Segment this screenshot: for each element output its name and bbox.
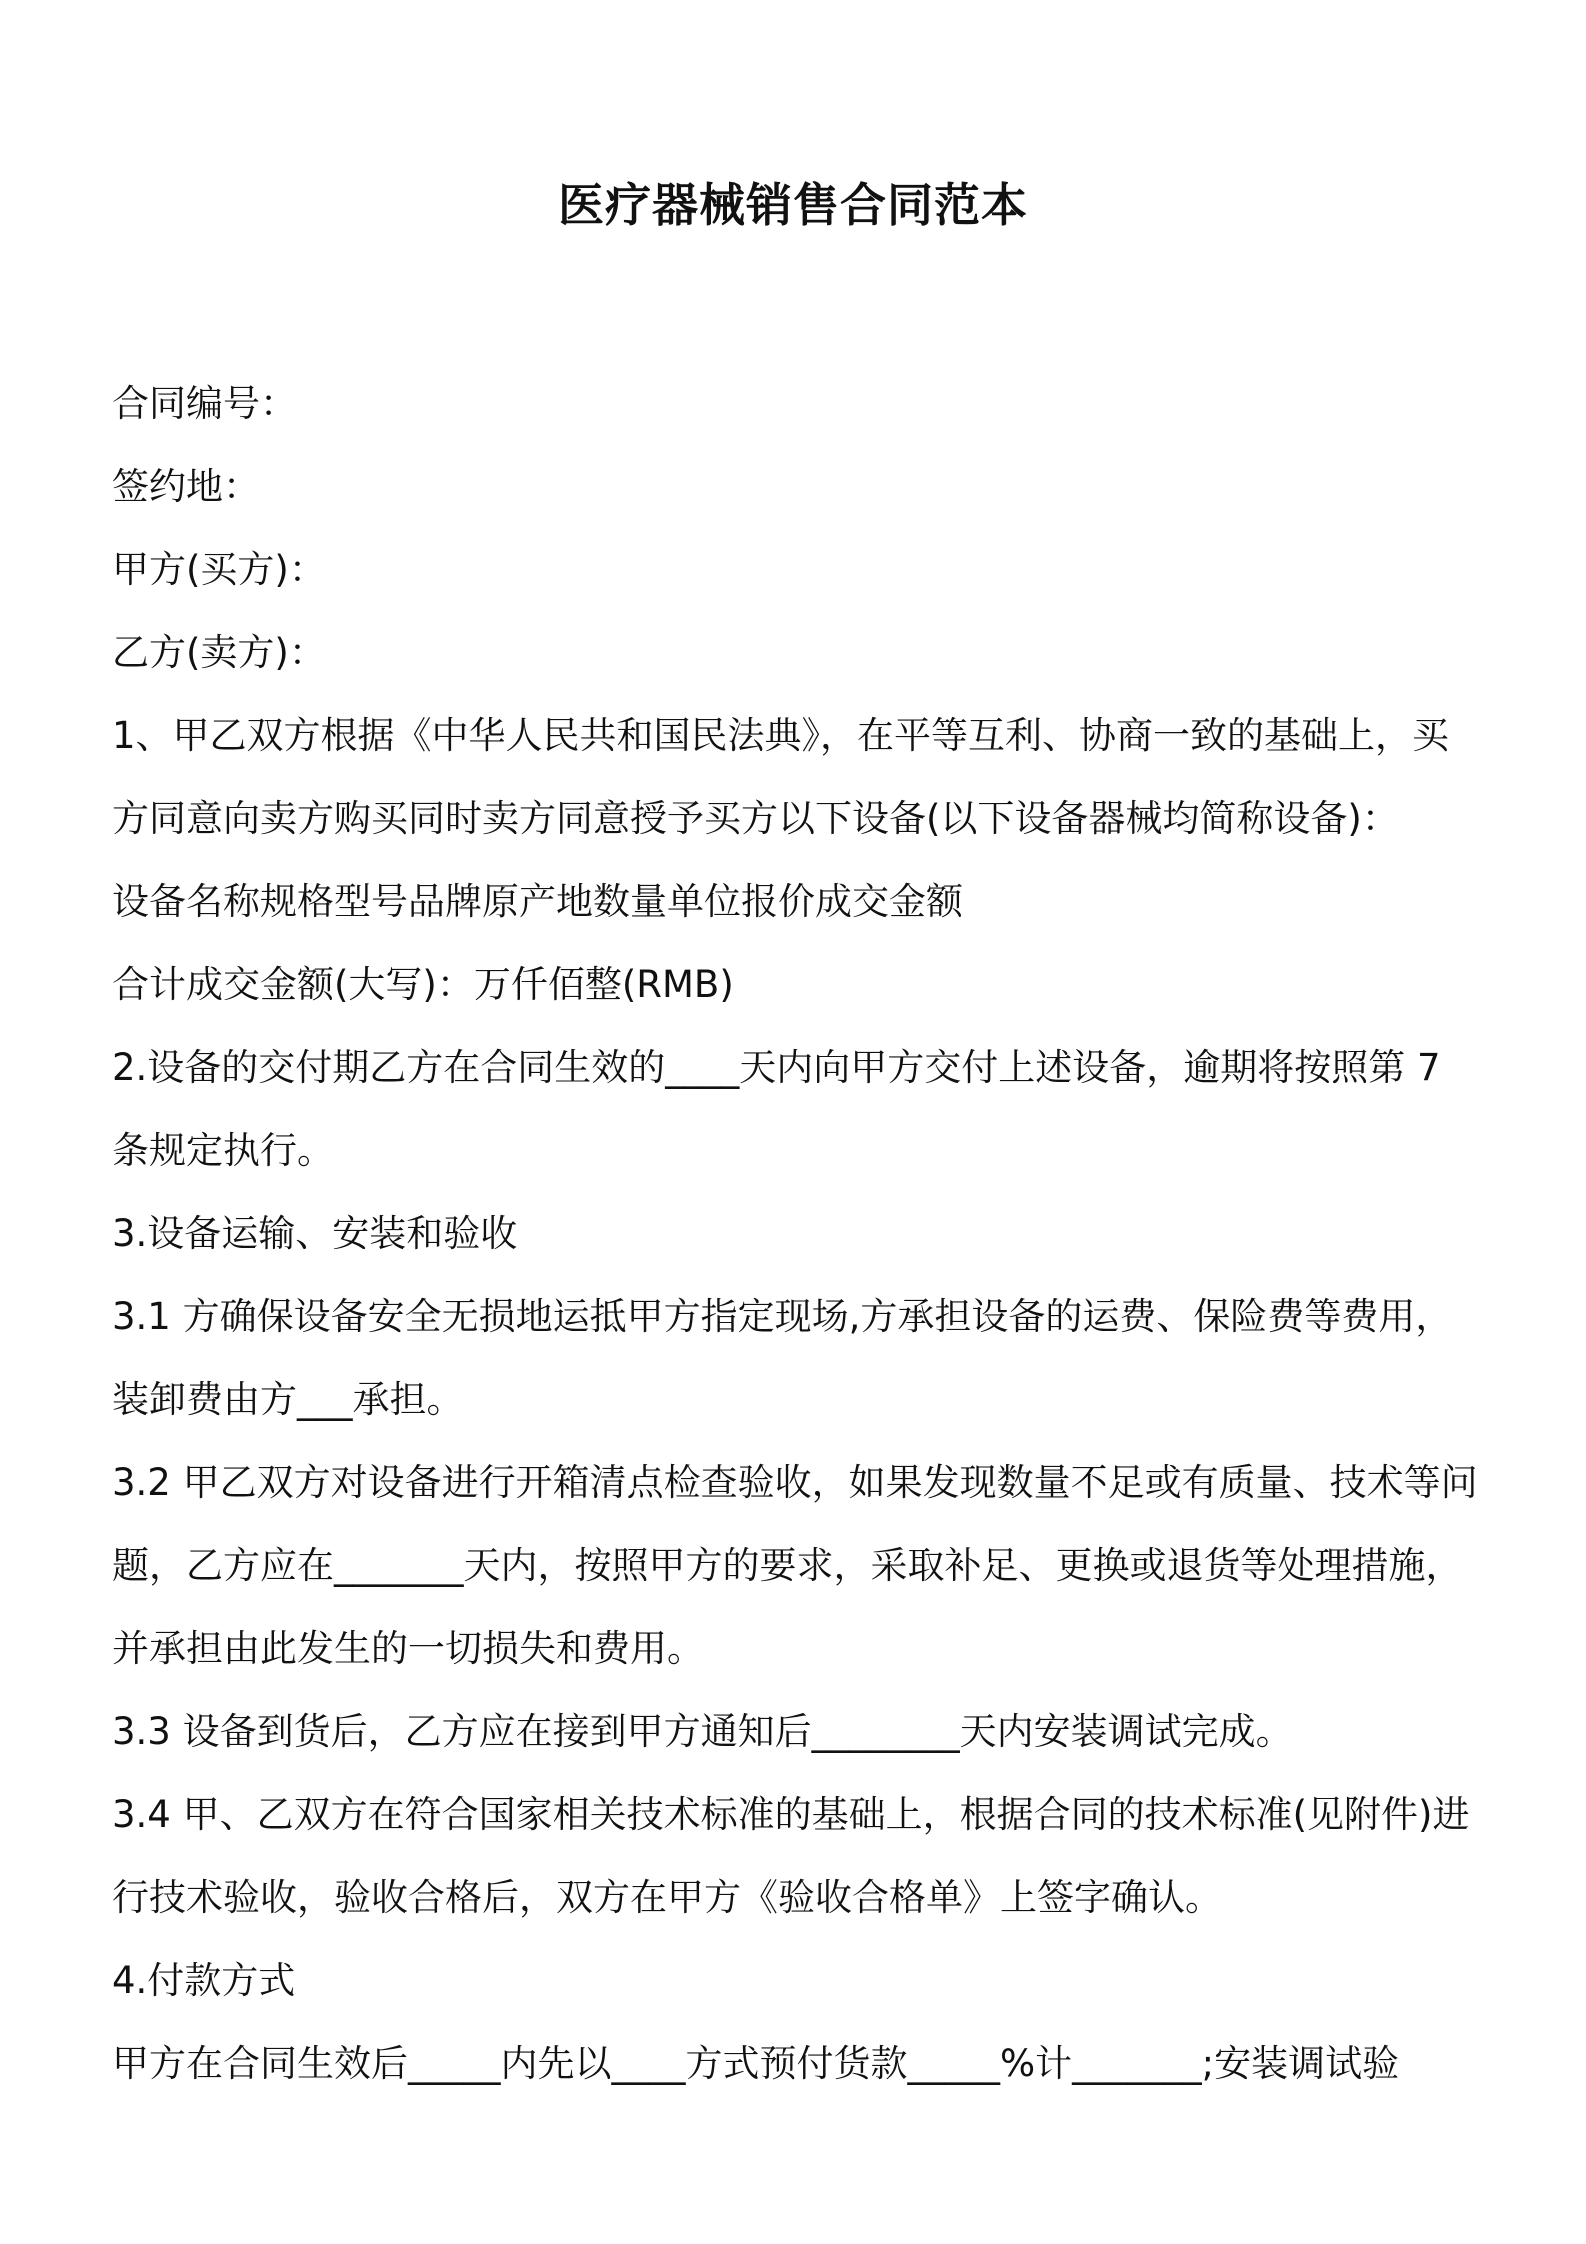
total-amount-line: 合计成交金额(大写)：万仟佰整(RMB) <box>112 963 734 1006</box>
document-body <box>112 362 1482 2105</box>
clause-1-line-2: 方同意向卖方购买同时卖方同意授予买方以下设备(以下设备器械均简称设备)： <box>112 797 1399 840</box>
clause-4-line-1: 甲方在合同生效后_____内先以____方式预付货款_____%计_______;安装调试验 <box>112 2042 1400 2085</box>
clause-3-1-line-2: 装卸费由方___承担。 <box>112 1378 464 1421</box>
clause-3-1-line-1: 3.1 方确保设备安全无损地运抵甲方指定现场,方承担设备的运费、保险费等费用， <box>112 1295 1453 1338</box>
clause-3-4-line-2: 行技术验收，验收合格后，双方在甲方《验收合格单》上签字确认。 <box>112 1876 1222 1919</box>
clause-3-3-line: 3.3 设备到货后，乙方应在接到甲方通知后________天内安装调试完成。 <box>112 1710 1293 1753</box>
party-b-line: 乙方(卖方)： <box>112 631 326 674</box>
clause-3-2-line-1: 3.2 甲乙双方对设备进行开箱清点检查验收，如果发现数量不足或有质量、技术等问 <box>112 1461 1478 1504</box>
clause-3-4-line-1: 3.4 甲、乙双方在符合国家相关技术标准的基础上，根据合同的技术标准(见附件)进 <box>112 1793 1470 1836</box>
clause-4-heading: 4.付款方式 <box>112 1959 296 2002</box>
clause-2-line-1: 2.设备的交付期乙方在合同生效的____天内向甲方交付上述设备，逾期将按照第 7 <box>112 1046 1441 1089</box>
clause-3-heading: 3.设备运输、安装和验收 <box>112 1212 518 1255</box>
clause-3-2-line-3: 并承担由此发生的一切损失和费用。 <box>112 1627 704 1670</box>
clause-2-line-2: 条规定执行。 <box>112 1129 334 1172</box>
clause-1-line-1: 1、甲乙双方根据《中华人民共和国民法典》，在平等互利、协商一致的基础上，买 <box>112 714 1450 757</box>
contract-number-line: 合同编号： <box>112 382 297 425</box>
party-a-line: 甲方(买方)： <box>112 548 326 591</box>
signing-place-line: 签约地： <box>112 465 260 508</box>
equipment-columns-line: 设备名称规格型号品牌原产地数量单位报价成交金额 <box>112 880 963 923</box>
document-title: 医疗器械销售合同范本 <box>558 178 1028 232</box>
clause-3-2-line-2: 题，乙方应在_______天内，按照甲方的要求，采取补足、更换或退货等处理措施， <box>112 1544 1463 1587</box>
